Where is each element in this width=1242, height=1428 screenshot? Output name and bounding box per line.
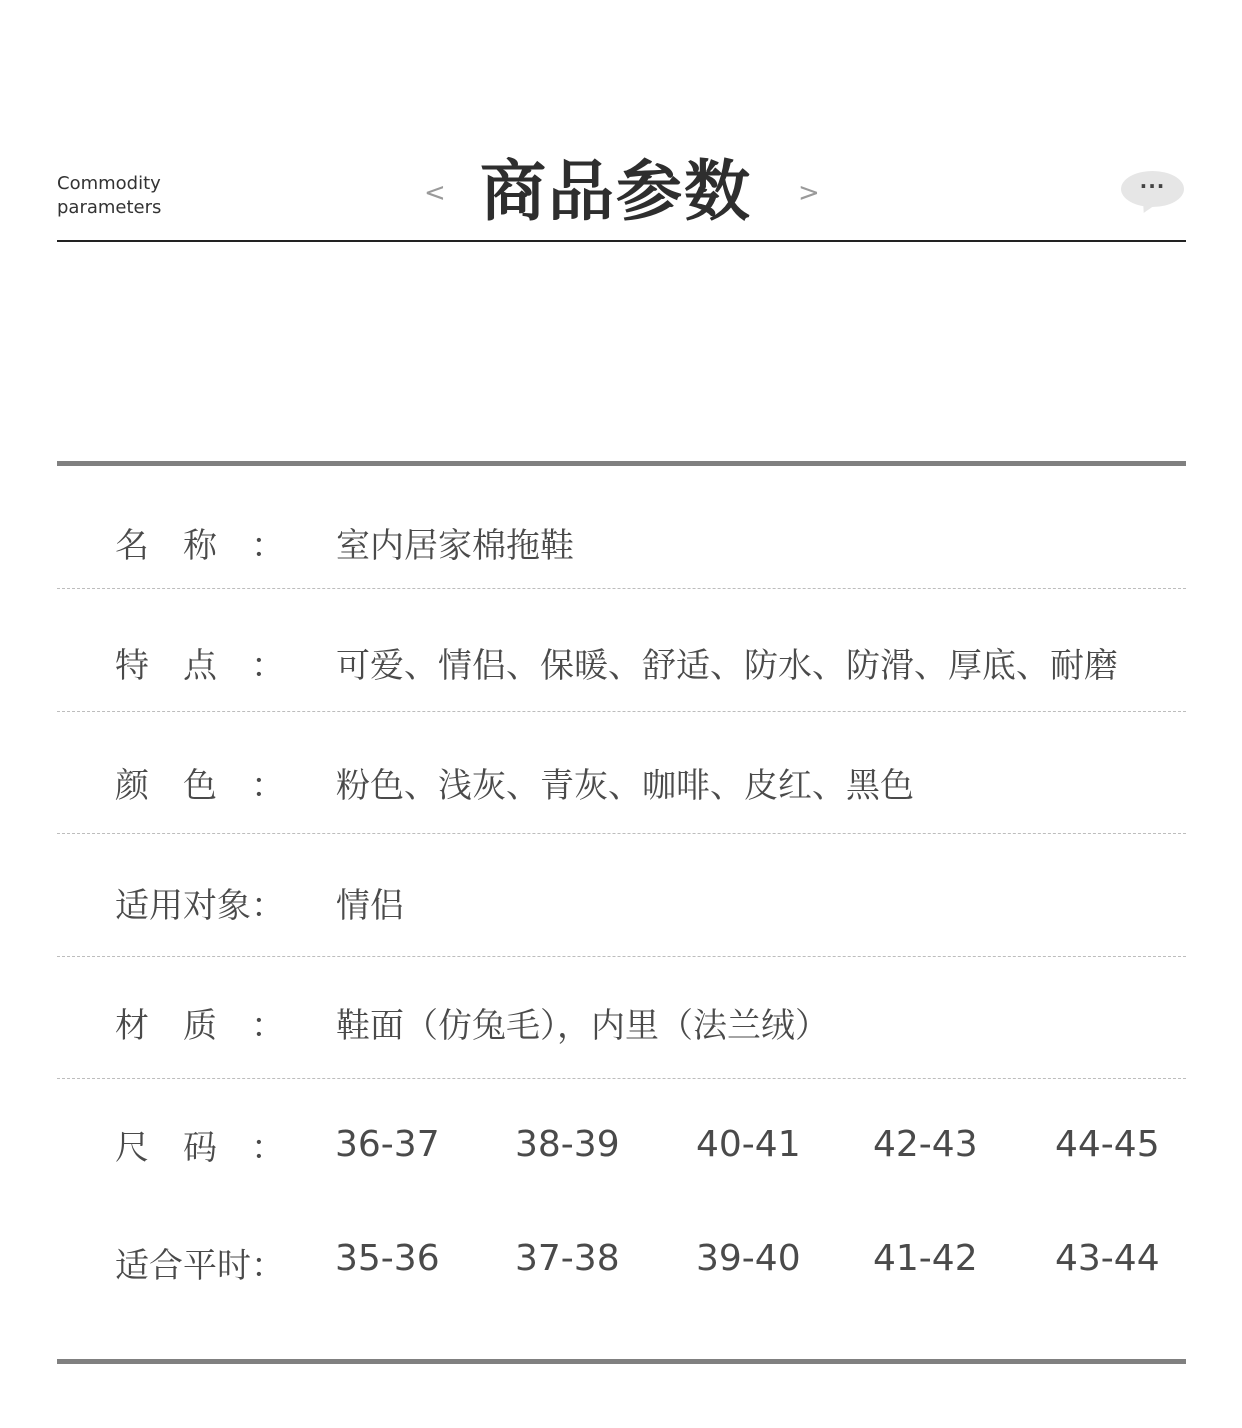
size-value: 36-37 — [335, 1124, 440, 1165]
english-title-line1: Commodity — [57, 173, 161, 194]
page-title: 商品参数 — [480, 153, 752, 230]
table-top-rule — [57, 461, 1186, 466]
param-label: 材 质 ： — [115, 1006, 285, 1046]
param-value: 可爱、情侣、保暖、舒适、防水、防滑、厚底、耐磨 — [336, 646, 1118, 686]
size-value: 42-43 — [873, 1124, 978, 1165]
chevron-left-icon: < — [424, 178, 446, 208]
param-label: 特 点 ： — [115, 646, 285, 686]
param-value: 情侣 — [336, 886, 404, 926]
chevron-right-icon: > — [798, 178, 820, 208]
table-bottom-rule — [57, 1359, 1186, 1364]
fit-value: 41-42 — [873, 1238, 978, 1279]
row-divider — [57, 956, 1186, 957]
size-value: 44-45 — [1055, 1124, 1160, 1165]
param-label: 颜 色 ： — [115, 766, 285, 806]
size-value: 38-39 — [515, 1124, 620, 1165]
header-divider — [57, 240, 1186, 242]
more-dots-icon: ··· — [1139, 174, 1166, 198]
param-label: 名 称 ： — [115, 526, 285, 566]
fit-value: 35-36 — [335, 1238, 440, 1279]
row-divider — [57, 711, 1186, 712]
fit-label: 适合平时： — [115, 1246, 285, 1286]
english-title-line2: parameters — [57, 197, 162, 218]
size-label: 尺 码 ： — [115, 1128, 285, 1168]
fit-value: 37-38 — [515, 1238, 620, 1279]
row-divider — [57, 833, 1186, 834]
param-label: 适用对象： — [115, 886, 285, 926]
fit-value: 39-40 — [696, 1238, 801, 1279]
param-value: 粉色、浅灰、青灰、咖啡、皮红、黑色 — [336, 766, 914, 806]
english-title — [57, 172, 161, 220]
param-value: 鞋面（仿兔毛），内里（法兰绒） — [336, 1006, 829, 1046]
size-value: 40-41 — [696, 1124, 801, 1165]
param-value: 室内居家棉拖鞋 — [336, 526, 574, 566]
row-divider — [57, 1078, 1186, 1079]
row-divider — [57, 588, 1186, 589]
fit-value: 43-44 — [1055, 1238, 1160, 1279]
